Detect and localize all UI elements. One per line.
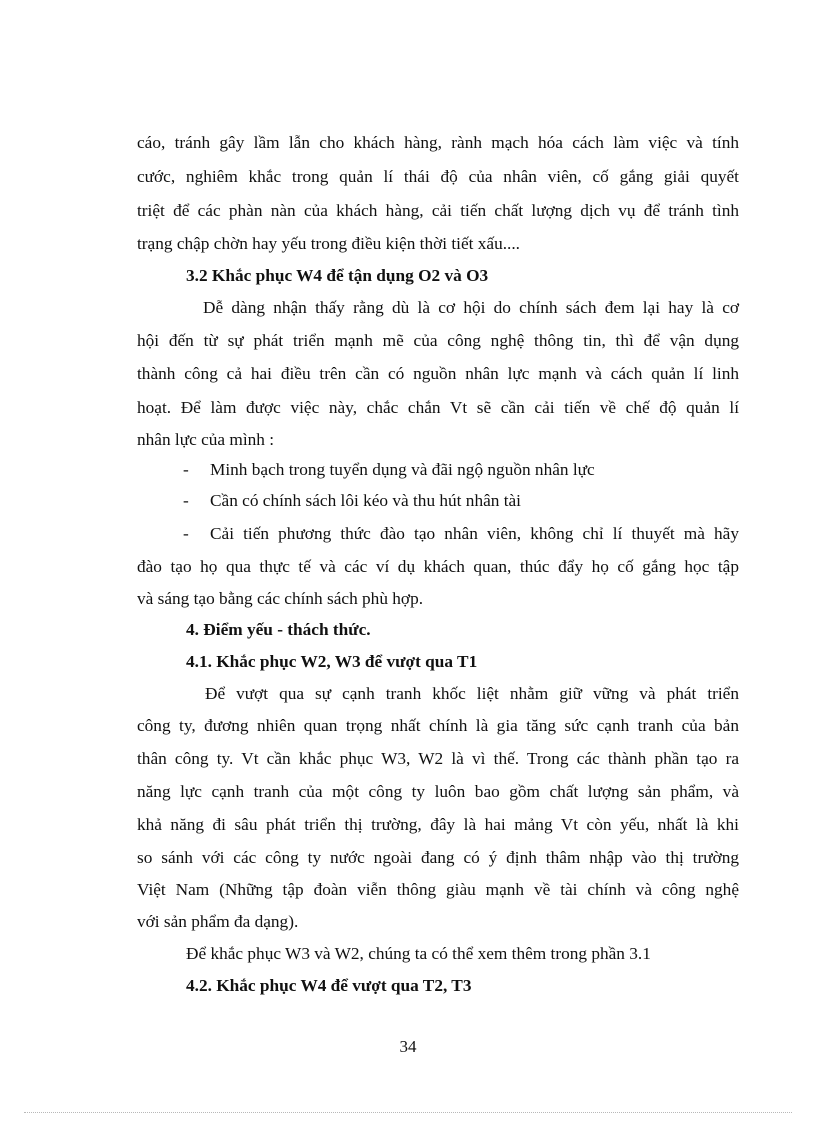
text-line: với sản phẩm đa dạng). [137,912,299,931]
section-heading: 4. Điểm yếu - thách thức. [186,620,371,639]
subsection-heading: 4.1. Khắc phục W2, W3 để vượt qua T1 [186,652,478,671]
text-line: cước, nghiêm khắc trong quản lí thái độ của nhân viên, cố gắng giải quyết [137,167,739,186]
text-line: nhân lực của mình : [137,430,275,449]
text-line: cáo, tránh gây lầm lẫn cho khách hàng, rành mạch hóa cách làm việc và tính [137,133,739,152]
text-line: thân công ty. Vt cần khắc phục W3, W2 là vì thế. Trong các thành phần tạo ra [137,749,739,768]
text-line: hội đến từ sự phát triển mạnh mẽ của công nghệ thông tin, thì để vận dụng [137,331,739,350]
footer-divider [24,1112,792,1113]
text-line: thành công cả hai điều trên cần có nguồn nhân lực mạnh và cách quản lí linh [137,364,739,383]
bullet-marker: - [183,460,189,479]
text-line: công ty, đương nhiên quan trọng nhất chính là gia tăng sức cạnh tranh của bản [137,716,739,735]
bullet-marker: - [183,524,189,543]
text-line: hoạt. Để làm được việc này, chắc chắn Vt sẽ cần cải tiến về chế độ quản lí [137,398,739,417]
text-line: Việt Nam (Những tập đoàn viễn thông giàu mạnh về tài chính và công nghệ [137,880,739,899]
text-line: trạng chập chờn hay yếu trong điều kiện thời tiết xấu.... [137,234,520,253]
subsection-heading: 4.2. Khắc phục W4 để vượt qua T2, T3 [186,976,472,995]
text-line: đào tạo họ qua thực tế và các ví dụ khách quan, thúc đẩy họ cố gắng học tập [137,557,739,576]
text-line: khả năng đi sâu phát triển thị trường, đây là hai mảng Vt còn yếu, nhất là khi [137,815,739,834]
text-line: năng lực cạnh tranh của một công ty luôn bao gồm chất lượng sản phẩm, và [137,782,739,801]
bullet-marker: - [183,491,189,510]
text-line: và sáng tạo bằng các chính sách phù hợp. [137,589,424,608]
section-heading: 3.2 Khắc phục W4 để tận dụng O2 và O3 [186,266,489,285]
text-line: triệt để các phàn nàn của khách hàng, cải tiến chất lượng dịch vụ để tránh tình [137,201,739,220]
text-line: so sánh với các công ty nước ngoài đang có ý định thâm nhập vào thị trường [137,848,739,867]
text-line: Dễ dàng nhận thấy rằng dù là cơ hội do chính sách đem lại hay là cơ [203,298,739,317]
bullet-item: Cần có chính sách lôi kéo và thu hút nhân tài [210,491,521,510]
bullet-item: Cải tiến phương thức đào tạo nhân viên, không chỉ lí thuyết mà hãy [210,524,739,543]
page-number: 34 [399,1037,417,1056]
bullet-item: Minh bạch trong tuyển dụng và đãi ngộ nguồn nhân lực [210,460,595,479]
text-line: Để khắc phục W3 và W2, chúng ta có thể xem thêm trong phần 3.1 [186,944,651,963]
text-line: Để vượt qua sự cạnh tranh khốc liệt nhằm giữ vững và phát triển [205,684,739,703]
